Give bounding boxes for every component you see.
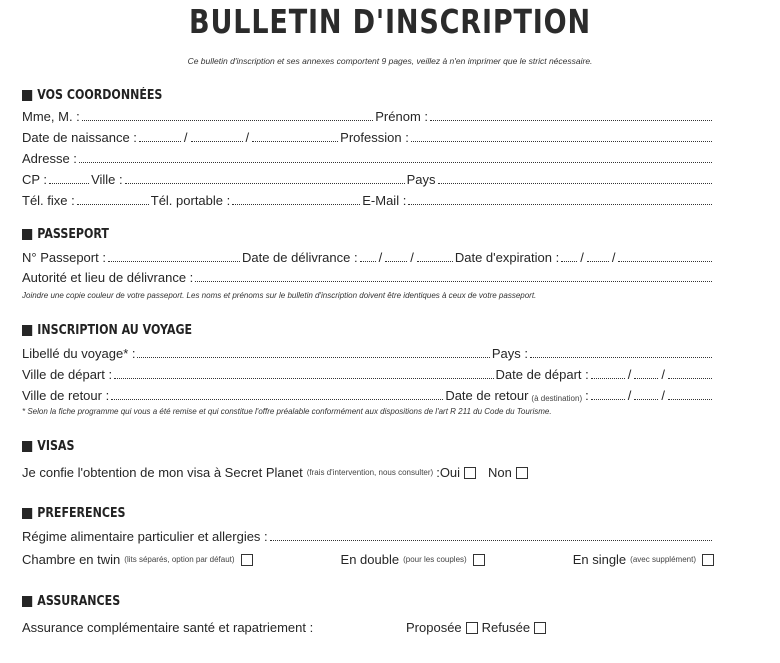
row-insurance: Assurance complémentaire santé et rapatriement : Proposée Refusée	[22, 620, 714, 635]
section-heading-assurances: ASSURANCES	[22, 594, 120, 609]
row-address: Adresse :	[22, 150, 714, 166]
trip-note: * Selon la fiche programme qui vous a été remise et qui constitue l'offre préalable conformément aux dispositions de l'art R 211 du Code du Tourisme.	[22, 407, 552, 416]
city-field[interactable]	[125, 182, 405, 184]
section-square-icon	[22, 596, 32, 607]
issue-year-field[interactable]	[417, 260, 453, 262]
section-square-icon	[22, 325, 32, 336]
section-heading-passeport: PASSEPORT	[22, 227, 109, 242]
profession-field[interactable]	[411, 140, 712, 142]
expiry-day-field[interactable]	[561, 260, 577, 262]
zip-field[interactable]	[49, 182, 89, 184]
visa-no-checkbox[interactable]	[516, 467, 528, 479]
section-square-icon	[22, 508, 32, 519]
expiry-year-field[interactable]	[618, 260, 712, 262]
insurance-proposed-checkbox[interactable]	[466, 622, 478, 634]
form-title: BULLETIN D'INSCRIPTION	[189, 2, 591, 41]
passport-number-field[interactable]	[108, 260, 240, 262]
email-field[interactable]	[408, 203, 712, 205]
insurance-refused-checkbox[interactable]	[534, 622, 546, 634]
section-heading-visas: VISAS	[22, 439, 74, 454]
room-double-option: En double (pour les couples)	[341, 552, 485, 567]
row-city: CP : Ville : Pays	[22, 171, 714, 187]
row-visa: Je confie l'obtention de mon visa à Secret Planet (frais d'intervention, nous consulter) :Oui Non	[22, 465, 528, 480]
birth-month-field[interactable]	[191, 140, 243, 142]
room-double-checkbox[interactable]	[473, 554, 485, 566]
authority-field[interactable]	[195, 280, 712, 282]
diet-field[interactable]	[270, 539, 712, 541]
row-diet: Régime alimentaire particulier et allergies :	[22, 528, 714, 544]
row-departure: Ville de départ : Date de départ : / /	[22, 366, 714, 382]
departure-month-field[interactable]	[634, 377, 658, 379]
section-heading-coordonnees: VOS COORDONNÉES	[22, 88, 162, 103]
row-return: Ville de retour : Date de retour (à destination) : / /	[22, 387, 714, 403]
row-birth: Date de naissance : / / Profession :	[22, 129, 714, 145]
return-year-field[interactable]	[668, 398, 712, 400]
row-name: Mme, M. : Prénom :	[22, 108, 714, 124]
row-trip: Libellé du voyage* : Pays :	[22, 345, 714, 361]
trip-field[interactable]	[137, 356, 489, 358]
room-single-checkbox[interactable]	[702, 554, 714, 566]
section-square-icon	[22, 441, 32, 452]
departure-city-field[interactable]	[114, 377, 493, 379]
row-authority: Autorité et lieu de délivrance :	[22, 269, 714, 285]
birth-day-field[interactable]	[139, 140, 181, 142]
passport-note: Joindre une copie couleur de votre passeport. Les noms et prénoms sur le bulletin d'inscription doivent être identiques à ceux de votre passeport.	[22, 291, 537, 300]
address-field[interactable]	[79, 161, 712, 163]
birth-year-field[interactable]	[252, 140, 338, 142]
country-field[interactable]	[438, 182, 712, 184]
room-twin-checkbox[interactable]	[241, 554, 253, 566]
phone-field[interactable]	[77, 203, 149, 205]
return-day-field[interactable]	[591, 398, 625, 400]
intro-note: Ce bulletin d'inscription et ses annexes comportent 9 pages, veillez à n'en imprimer que le strict nécessaire.	[187, 56, 593, 66]
issue-day-field[interactable]	[360, 260, 376, 262]
return-city-field[interactable]	[111, 398, 443, 400]
section-heading-preferences: PREFERENCES	[22, 506, 125, 521]
civility-field[interactable]	[82, 119, 373, 121]
firstname-field[interactable]	[430, 119, 712, 121]
trip-country-field[interactable]	[530, 356, 712, 358]
expiry-month-field[interactable]	[587, 260, 609, 262]
section-square-icon	[22, 229, 32, 240]
mobile-field[interactable]	[232, 203, 360, 205]
return-month-field[interactable]	[634, 398, 658, 400]
departure-year-field[interactable]	[668, 377, 712, 379]
row-passport: N° Passeport : Date de délivrance : / / Date d'expiration : / /	[22, 249, 714, 265]
departure-day-field[interactable]	[591, 377, 625, 379]
row-room	[22, 552, 714, 567]
row-phone: Tél. fixe : Tél. portable : E-Mail :	[22, 192, 714, 208]
visa-yes-checkbox[interactable]	[464, 467, 476, 479]
section-heading-voyage: INSCRIPTION AU VOYAGE	[22, 323, 192, 338]
room-single-option: En single (avec supplément)	[573, 552, 714, 567]
section-square-icon	[22, 90, 32, 101]
room-twin-option: Chambre en twin (lits séparés, option par défaut)	[22, 552, 253, 567]
issue-month-field[interactable]	[385, 260, 407, 262]
